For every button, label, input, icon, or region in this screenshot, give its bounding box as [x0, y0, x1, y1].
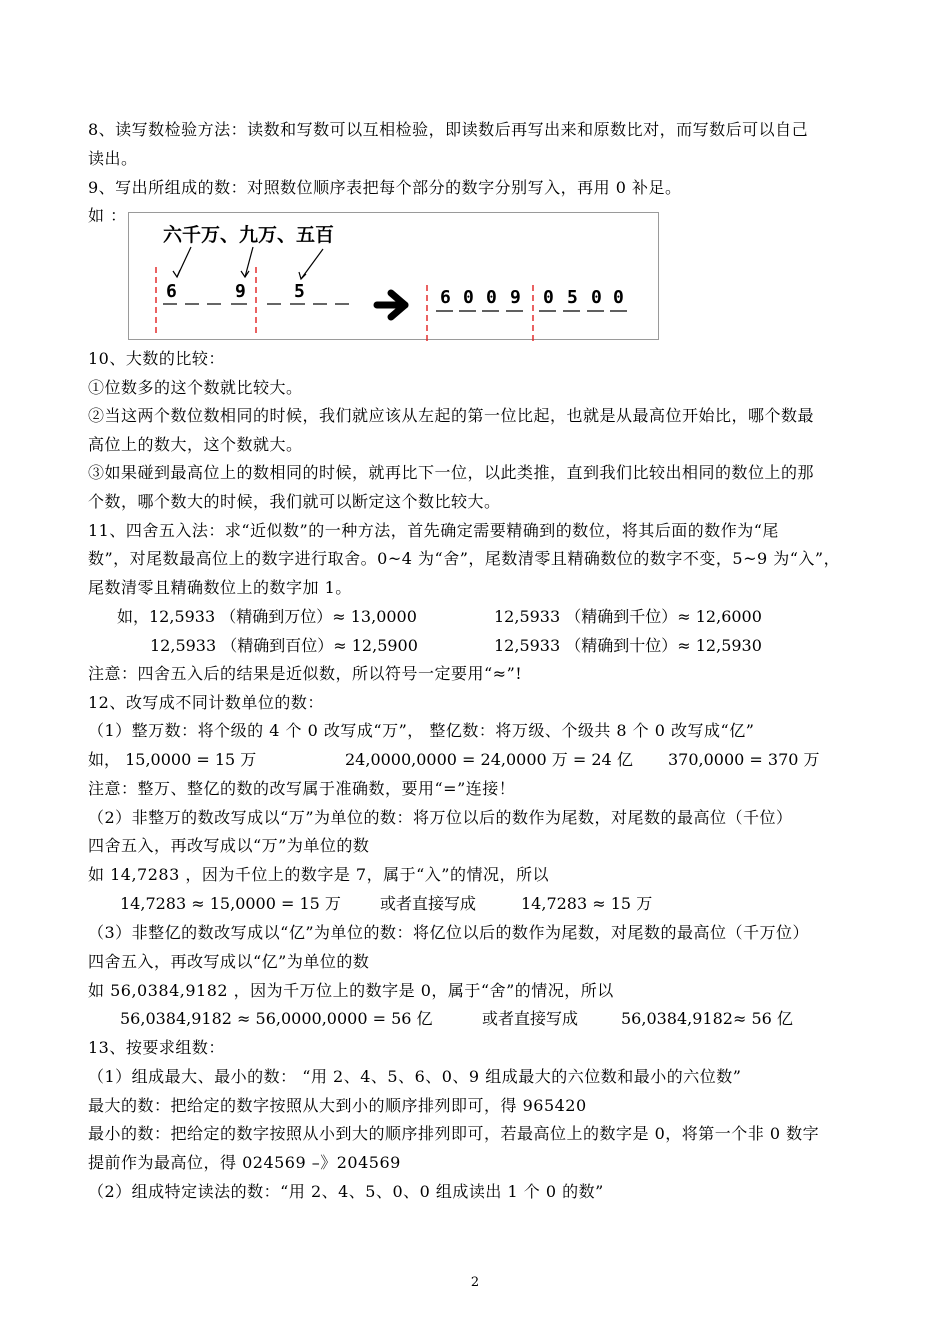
section-11-line-2: 数”，对尾数最高位上的数字进行取舍。0~4 为“舍”，尾数清零且精确数位的数字不变，5~9 为“入”，	[88, 549, 841, 568]
figure-title: 六千万、九万、五百	[163, 224, 335, 246]
left-digit-5: 5	[294, 281, 305, 302]
right-digit-7: 0	[591, 287, 602, 308]
section-11-line-1: 11、四舍五入法：求“近似数”的一种方法，首先确定需要精确到的数位，将其后面的数作为“尾	[88, 521, 779, 540]
section-9-line-1: 9、写出所组成的数：对照数位顺序表把每个部分的数字分别写入，再用 0 补足。	[88, 178, 682, 197]
section-9-prefix: 如 ：	[88, 206, 127, 225]
rewrite-example-3c: 56,0384,9182≈ 56 亿	[621, 1009, 793, 1028]
section-10-point-1: ①位数多的这个数就比较大。	[88, 378, 303, 397]
rewrite-example-1b: 24,0000,0000 = 24,0000 万 = 24 亿	[345, 750, 633, 769]
section-10-heading: 10、大数的比较：	[88, 349, 225, 368]
rounding-example-1b: 12,5933 （精确到千位）≈ 12,6000	[494, 607, 762, 626]
rewrite-example-3b: 或者直接写成	[482, 1009, 579, 1028]
digit-placement-diagram	[129, 213, 660, 341]
section-12-heading: 12、改写成不同计数单位的数：	[88, 693, 324, 712]
section-13-heading: 13、按要求组数：	[88, 1038, 225, 1057]
pointer-arrows	[173, 247, 323, 279]
arrowhead-9	[241, 271, 249, 277]
section-12-part-1: （1）整万数：将个级的 4 个 0 改写成“万”， 整亿数：将万级、个级共 8 个 0 改写成“亿”	[88, 721, 755, 740]
section-8-line-1: 8、读写数检验方法：读数和写数可以互相检验，即读数后再写出来和原数比对，而写数后可以自己	[88, 120, 809, 139]
rewrite-example-2b: 或者直接写成	[380, 894, 477, 913]
section-10-point-2-line-2: 高位上的数大，这个数就大。	[88, 435, 303, 454]
section-13-smallest-line-2: 提前作为最高位，得 024569 –》204569	[88, 1153, 401, 1172]
section-12-part-3-line-1: （3）非整亿的数改写成以“亿”为单位的数：将亿位以后的数作为尾数，对尾数的最高位（千万位）	[88, 923, 810, 942]
right-digit-3: 0	[486, 287, 497, 308]
section-12-part-3-line-2: 四舍五入，再改写成以“亿”为单位的数	[88, 952, 370, 971]
arrow-to-5	[301, 249, 323, 279]
section-11-line-3: 尾数清零且精确数位上的数字加 1。	[88, 578, 352, 597]
section-13-largest: 最大的数：把给定的数字按照从大到小的顺序排列即可，得 965420	[88, 1096, 587, 1115]
right-digit-4: 9	[510, 287, 521, 308]
section-10-point-2-line-1: ②当这两个数位数相同的时候，我们就应该从左起的第一位比起，也就是从最高位开始比，哪个数最	[88, 406, 815, 425]
left-digit-6: 6	[166, 281, 177, 302]
section-10-point-3-line-2: 个数，哪个数大的时候，我们就可以断定这个数比较大。	[88, 492, 501, 511]
rewrite-example-3a: 56,0384,9182 ≈ 56,0000,0000 = 56 亿	[120, 1009, 433, 1028]
rewrite-example-2c: 14,7283 ≈ 15 万	[521, 894, 653, 913]
section-11-note: 注意：四舍五入后的结果是近似数，所以符号一定要用“≈”!	[88, 664, 523, 683]
arrow-to-9	[245, 247, 253, 277]
right-digit-8: 0	[613, 287, 624, 308]
section-8-line-2: 读出。	[88, 149, 138, 168]
page-number: 2	[470, 1275, 480, 1290]
arrowhead-6	[173, 270, 180, 277]
rewrite-example-2a: 14,7283 ≈ 15,0000 = 15 万	[120, 894, 341, 913]
section-10-point-3-line-1: ③如果碰到最高位上的数相同的时候，就再比下一位，以此类推，直到我们比较出相同的数位上的那	[88, 463, 815, 482]
rounding-example-1a: 如，12,5933 （精确到万位）≈ 13,0000	[117, 607, 417, 626]
right-digit-2: 0	[463, 287, 474, 308]
right-digit-6: 5	[567, 287, 578, 308]
right-arrow-icon	[377, 293, 405, 317]
right-digit-1: 6	[440, 287, 451, 308]
section-12-part-3-example: 如 56,0384,9182 ，因为千万位上的数字是 0，属于“舍”的情况，所以	[88, 981, 614, 1000]
section-13-part-1: （1）组成最大、最小的数： “用 2、4、5、6、0、9 组成最大的六位数和最小的六位数”	[88, 1067, 742, 1086]
right-digit-5: 0	[543, 287, 554, 308]
left-digit-9: 9	[235, 281, 246, 302]
section-13-part-2: （2）组成特定读法的数：“用 2、4、5、0、0 组成读出 1 个 0 的数”	[88, 1182, 604, 1201]
section-13-smallest-line-1: 最小的数：把给定的数字按照从小到大的顺序排列即可，若最高位上的数字是 0，将第一个非 0 数字	[88, 1124, 820, 1143]
rounding-example-2a: 12,5933 （精确到百位）≈ 12,5900	[150, 636, 418, 655]
section-12-part-2-line-2: 四舍五入，再改写成以“万”为单位的数	[88, 836, 370, 855]
rewrite-example-1a: 如， 15,0000 = 15 万	[88, 750, 257, 769]
rewrite-example-1c: 370,0000 = 370 万	[668, 750, 820, 769]
rounding-example-2b: 12,5933 （精确到十位）≈ 12,5930	[494, 636, 762, 655]
section-12-note: 注意：整万、整亿的数的改写属于准确数，要用“=”连接！	[88, 779, 516, 798]
section-12-part-2-line-1: （2）非整万的数改写成以“万”为单位的数：将万位以后的数作为尾数，对尾数的最高位（千位）	[88, 808, 793, 827]
section-12-part-2-example: 如 14,7283 ，因为千位上的数字是 7，属于“入”的情况，所以	[88, 865, 549, 884]
digit-placement-figure	[128, 212, 659, 340]
